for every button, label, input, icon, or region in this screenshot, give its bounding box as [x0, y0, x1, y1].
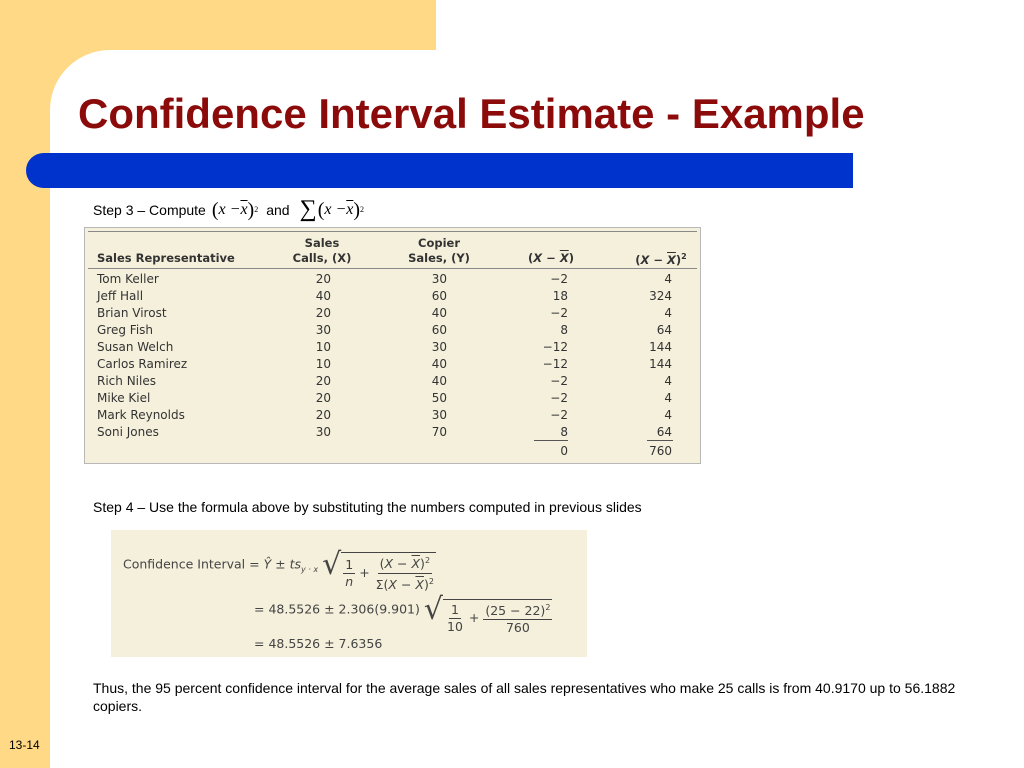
total-deviation-squared: 760: [649, 444, 672, 458]
sales-cell: 40: [431, 374, 447, 388]
deviation-squared-cell: 4: [664, 374, 672, 388]
formula-label: Confidence Interval =: [123, 556, 260, 572]
calls-cell: 30: [315, 323, 331, 337]
calls-cell: 10: [315, 357, 331, 371]
rep-name-cell: Jeff Hall: [97, 289, 144, 303]
sales-cell: 70: [431, 425, 447, 439]
deviation-cell: −2: [550, 272, 568, 286]
rep-name-cell: Rich Niles: [97, 374, 156, 388]
sales-cell: 60: [431, 323, 447, 337]
sales-cell: 40: [431, 306, 447, 320]
calls-cell: 20: [315, 374, 331, 388]
deviation-cell: −2: [550, 374, 568, 388]
deviation-cell: 8: [560, 425, 568, 439]
sales-cell: 30: [431, 408, 447, 422]
deviation-cell: 18: [552, 289, 568, 303]
slide-number: 13-14: [9, 738, 40, 752]
sales-cell: 60: [431, 289, 447, 303]
formula-line2: = 48.5526 ± 2.306(9.901) √ $\frac{1}{10}$ + $\frac{(25 - 22)^2}{760}$: [254, 592, 551, 636]
calls-cell: 20: [315, 306, 331, 320]
total-deviation: 0: [560, 444, 568, 458]
table-top-rule: [88, 231, 697, 232]
sales-cell: 30: [431, 272, 447, 286]
deviation-squared-cell: 4: [664, 391, 672, 405]
step3-and: and: [266, 201, 290, 218]
deviation-squared-cell: 144: [649, 357, 672, 371]
total-rule-deviation-squared: [647, 440, 673, 441]
deviation-squared-cell: 64: [656, 323, 672, 337]
deviation-cell: −2: [550, 391, 568, 405]
formula-line1: Confidence Interval = Ŷ ± $ts_{y \cdot x}$ √ $\frac{1}{n}$ + $\frac{(X - \overline{X})^2}{\Sigma(X - \overline{X})^2}$: [123, 547, 434, 592]
left-decor-band: [0, 0, 50, 768]
deviation-squared-cell: 64: [656, 425, 672, 439]
rep-name-cell: Soni Jones: [97, 425, 159, 439]
deviation-squared-cell: 144: [649, 340, 672, 354]
rep-name-cell: Mark Reynolds: [97, 408, 185, 422]
step3-text: [93, 196, 364, 223]
top-decor-band: [0, 0, 436, 50]
conclusion-text: Thus, the 95 percent confidence interval for the average sales of all sales representatives who make 25 calls is from 40.9170 up to 56.1882 copiers.: [93, 680, 956, 714]
calls-cell: 20: [315, 272, 331, 286]
calls-cell: 10: [315, 340, 331, 354]
step3-prefix: Step 3 – Compute: [93, 201, 206, 218]
rep-name-cell: Carlos Ramirez: [97, 357, 188, 371]
deviation-squared-cell: 4: [664, 408, 672, 422]
rep-name-cell: Susan Welch: [97, 340, 174, 354]
deviation-squared-cell: 324: [649, 289, 672, 303]
header-deviation-squared: $(X - \overline{X})^2$: [635, 252, 687, 267]
header-copier-sales: Copier Sales, (Y): [408, 236, 470, 265]
title-underline-bar: [26, 153, 853, 188]
formula-line3: = 48.5526 ± 7.6356: [254, 636, 383, 651]
deviation-squared-cell: 4: [664, 306, 672, 320]
deviation-cell: 8: [560, 323, 568, 337]
deviation-squared-formula: ( x − $\overline{x}$ ) 2: [211, 198, 259, 221]
header-sales-rep: Sales Representative: [97, 251, 235, 265]
rep-name-cell: Greg Fish: [97, 323, 154, 337]
sales-cell: 40: [431, 357, 447, 371]
total-rule-deviation: [534, 440, 568, 441]
table-header-rule: [88, 268, 697, 269]
deviation-cell: −2: [550, 306, 568, 320]
rep-name-cell: Tom Keller: [97, 272, 159, 286]
slide-title: Confidence Interval Estimate - Example: [78, 90, 865, 137]
deviation-cell: −12: [542, 357, 568, 371]
sales-cell: 50: [431, 391, 447, 405]
calls-cell: 40: [315, 289, 331, 303]
deviation-cell: −2: [550, 408, 568, 422]
calls-cell: 20: [315, 391, 331, 405]
rep-name-cell: Mike Kiel: [97, 391, 151, 405]
header-deviation: $(X - \overline{X})$: [528, 251, 574, 265]
sum-deviation-squared-formula: ∑ ( x − $\overline{x}$ ) 2: [299, 196, 365, 222]
calls-cell: 30: [315, 425, 331, 439]
calls-cell: 20: [315, 408, 331, 422]
formula-line2-prefix: = 48.5526 ± 2.306(9.901): [254, 601, 420, 617]
header-sales-calls: Sales Calls, (X): [292, 236, 352, 265]
deviation-squared-cell: 4: [664, 272, 672, 286]
deviation-cell: −12: [542, 340, 568, 354]
rep-name-cell: Brian Virost: [97, 306, 167, 320]
sales-cell: 30: [431, 340, 447, 354]
step4-text: Step 4 – Use the formula above by substituting the numbers computed in previous slides: [93, 499, 642, 515]
